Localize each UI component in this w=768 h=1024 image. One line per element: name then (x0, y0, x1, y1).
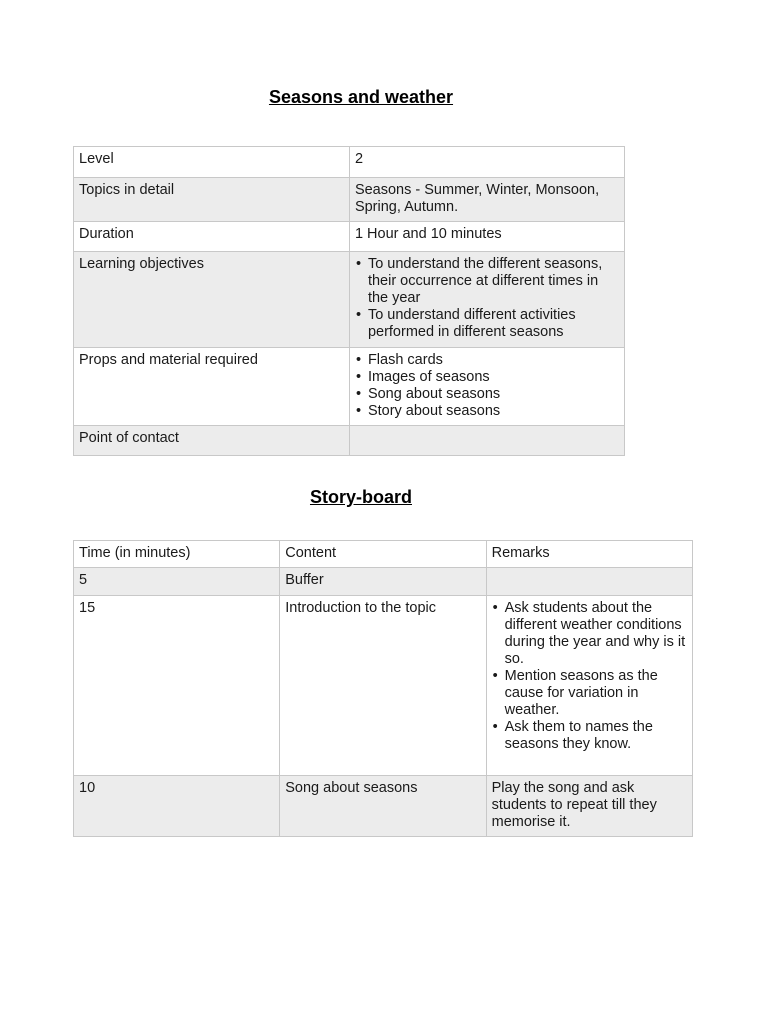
remarks-cell (486, 568, 692, 596)
content-cell: Introduction to the topic (280, 596, 486, 776)
list-item: • Song about seasons (368, 386, 619, 403)
list-item: • Ask students about the different weather conditions during the year and why is it so. (505, 600, 687, 668)
props-label: Props and material required (74, 348, 350, 426)
table-row (74, 147, 625, 178)
topics-value: Seasons - Summer, Winter, Monsoon, Spring, Autumn. (349, 178, 624, 222)
content-cell: Song about seasons (280, 776, 486, 837)
list-item: • Mention seasons as the cause for variation in weather. (505, 668, 687, 719)
list-item: • Flash cards (368, 352, 619, 369)
objectives-list (355, 256, 619, 341)
lesson-info-table (73, 146, 625, 456)
table-row (74, 568, 693, 596)
time-cell: 5 (74, 568, 280, 596)
table-header-row (74, 541, 693, 568)
storyboard-title: Story-board (309, 487, 412, 507)
list-item: • To understand different activities performed in different seasons (368, 307, 619, 341)
contact-value (349, 426, 624, 456)
props-value (349, 348, 624, 426)
document-title: Seasons and weather (268, 87, 454, 107)
remarks-cell (486, 596, 692, 776)
list-item: • Story about seasons (368, 403, 619, 420)
table-row (74, 776, 693, 837)
contact-label: Point of contact (74, 426, 350, 456)
duration-value: 1 Hour and 10 minutes (349, 222, 624, 252)
table-row (74, 426, 625, 456)
header-time: Time (in minutes) (74, 541, 280, 568)
remarks-cell: Play the song and ask students to repeat till they memorise it. (486, 776, 692, 837)
table-row (74, 222, 625, 252)
objectives-value (349, 252, 624, 348)
time-cell: 15 (74, 596, 280, 776)
list-item: • Ask them to names the seasons they know. (505, 719, 687, 753)
table-row (74, 178, 625, 222)
objectives-label: Learning objectives (74, 252, 350, 348)
list-item: • To understand the different seasons, their occurrence at different times in the year (368, 256, 619, 307)
header-content: Content (280, 541, 486, 568)
header-remarks: Remarks (486, 541, 692, 568)
topics-label: Topics in detail (74, 178, 350, 222)
props-list (355, 352, 619, 420)
duration-label: Duration (74, 222, 350, 252)
remarks-list (492, 600, 687, 753)
list-item: • Images of seasons (368, 369, 619, 386)
table-row (74, 348, 625, 426)
table-row (74, 252, 625, 348)
content-cell: Buffer (280, 568, 486, 596)
level-label: Level (74, 147, 350, 178)
storyboard-table (73, 540, 693, 837)
table-row (74, 596, 693, 776)
level-value: 2 (349, 147, 624, 178)
time-cell: 10 (74, 776, 280, 837)
